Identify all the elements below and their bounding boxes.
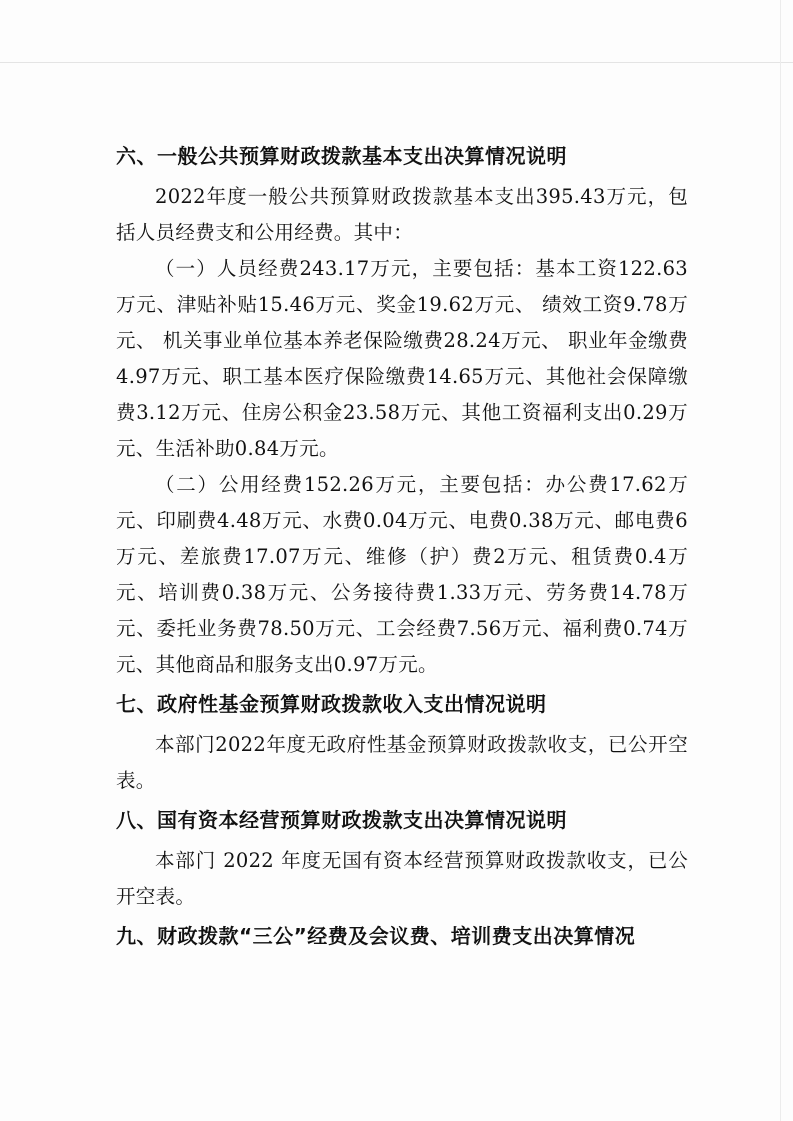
section-6-intro: 2022年度一般公共预算财政拨款基本支出395.43万元，包括人员经费支和公用经费。其中： — [116, 185, 688, 244]
section-7-body: 本部门2022年度无政府性基金预算财政拨款收支，已公开空表。 — [116, 733, 688, 792]
section-8-body: 本部门 2022 年度无国有资本经营预算财政拨款收支，已公开空表。 — [116, 849, 688, 908]
scan-edge-top — [0, 62, 793, 63]
section-7-heading: 七、政府性基金预算财政拨款收入支出情况说明 — [116, 692, 547, 716]
section-6-personnel-expenses: （一）人员经费243.17万元，主要包括：基本工资122.63万元、津贴补贴15.46万元、奖金19.62万元、 绩效工资9.78万元、 机关事业单位基本养老保险缴费28.24万元、 职业年金缴费4.97万元、职工基本医疗保险缴费14.65万元、其他社会保障缴费3.12万元、住房公积金23.58万元、其他工资福利支出0.29万元、生活补助0.84万元。 — [116, 257, 688, 460]
scan-edge-right — [780, 0, 781, 1121]
section-8-heading: 八、国有资本经营预算财政拨款支出决算情况说明 — [116, 808, 567, 832]
section-9-heading: 九、财政拨款“三公”经费及会议费、培训费支出决算情况 — [116, 924, 636, 948]
section-6-public-expenses: （二）公用经费152.26万元，主要包括：办公费17.62万元、印刷费4.48万元、水费0.04万元、电费0.38万元、邮电费6万元、差旅费17.07万元、维修（护）费2万元、租赁费0.4万元、培训费0.38万元、公务接待费1.33万元、劳务费14.78万元、委托业务费78.50万元、工会经费7.56万元、福利费0.74万元、其他商品和服务支出0.97万元。 — [116, 473, 688, 676]
section-6-heading: 六、一般公共预算财政拨款基本支出决算情况说明 — [116, 144, 567, 168]
document-body — [116, 141, 688, 959]
